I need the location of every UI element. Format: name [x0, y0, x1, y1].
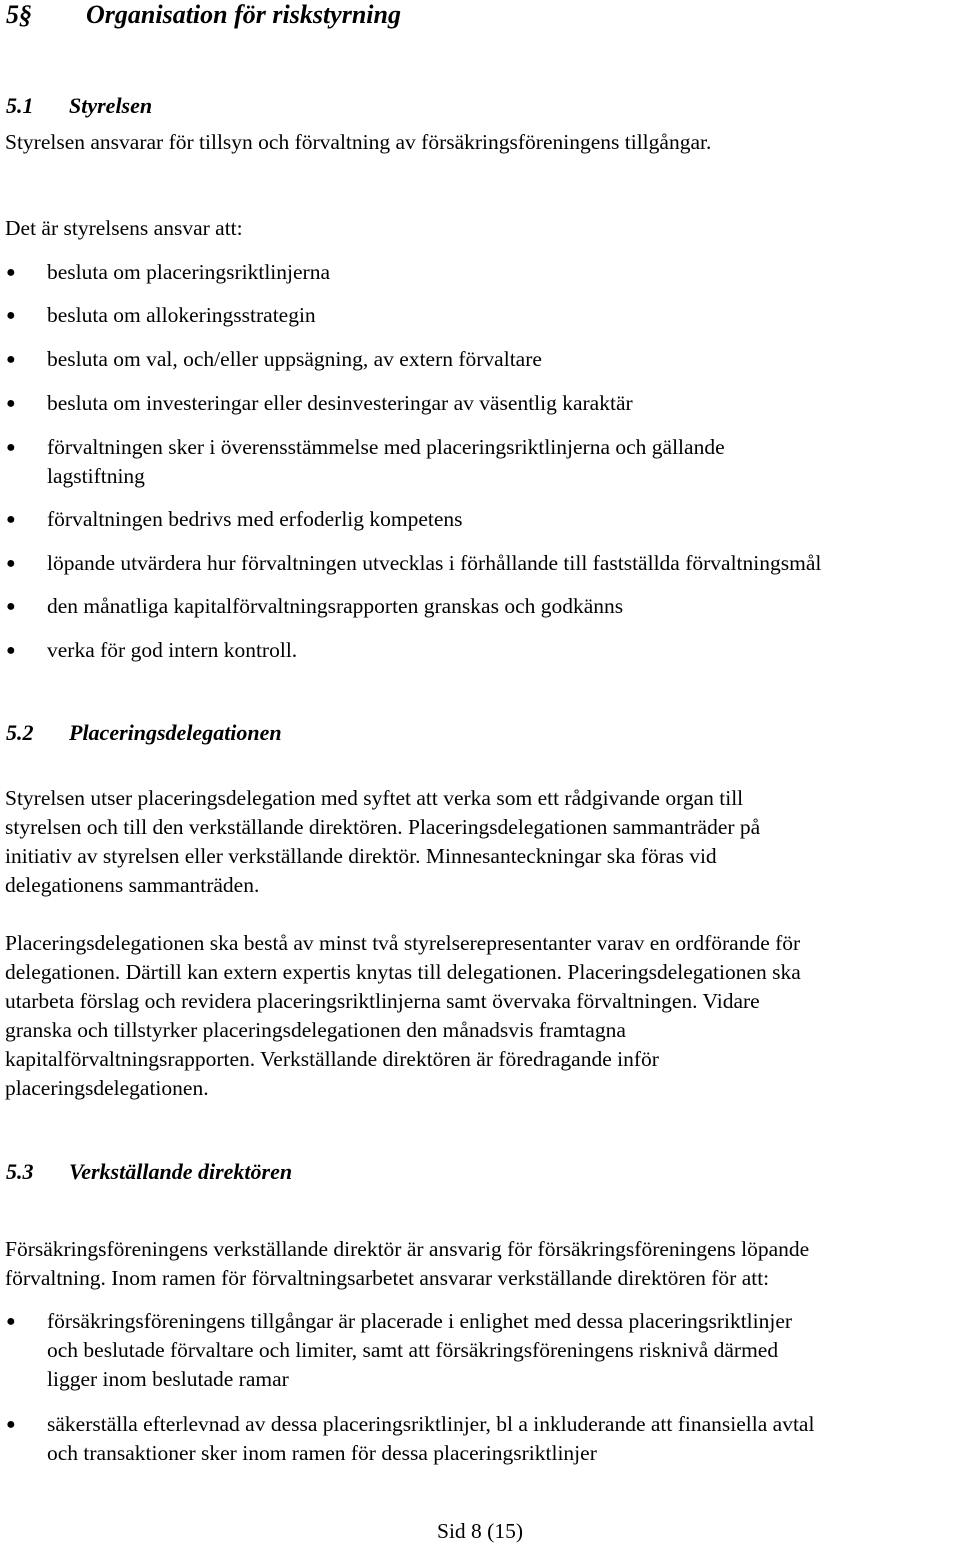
paragraph-line: styrelsen och till den verkställande direktören. Placeringsdelegationen sammanträder på: [5, 815, 761, 839]
section-5-2-heading: [6, 718, 282, 748]
section-number: 5.3: [6, 1159, 34, 1184]
list-item-text: och beslutade förvaltare och limiter, samt att försäkringsföreningens risknivå därmed: [47, 1338, 779, 1362]
section-title: Placeringsdelegationen: [69, 720, 282, 745]
paragraph-line: kapitalförvaltningsrapporten. Verkställande direktören är föredragande inför: [5, 1047, 659, 1071]
bullet-icon: ●: [6, 598, 16, 615]
bullet-icon: ●: [6, 555, 16, 572]
bullet-icon: ●: [6, 395, 16, 412]
list-item-text: verka för god intern kontroll.: [47, 638, 298, 662]
list-item-text: förvaltningen sker i överensstämmelse med placeringsriktlinjerna och gällande: [47, 435, 725, 459]
list-item-text: besluta om val, och/eller uppsägning, av extern förvaltare: [47, 347, 542, 371]
list-item-text: säkerställa efterlevnad av dessa placeringsriktlinjer, bl a inkluderande att finansiella avtal: [47, 1412, 815, 1436]
paragraph-line: granska och tillstyrker placeringsdelegationen den månadsvis framtagna: [5, 1018, 626, 1042]
list-item-text: förvaltningen bedrivs med erfoderlig kompetens: [47, 507, 463, 531]
section-title: Verkställande direktören: [69, 1159, 293, 1184]
paragraph-line: delegationens sammanträden.: [5, 873, 260, 897]
section-5-1-heading: [6, 91, 152, 121]
list-item-text: den månatliga kapitalförvaltningsrapporten granskas och godkänns: [47, 594, 624, 618]
list-item-text: lagstiftning: [47, 464, 145, 488]
list-item-text: löpande utvärdera hur förvaltningen utvecklas i förhållande till fastställda förvaltningsmål: [47, 551, 822, 575]
paragraph-line: Styrelsen utser placeringsdelegation med syftet att verka som ett rådgivande organ till: [5, 786, 744, 810]
paragraph-line: Försäkringsföreningens verkställande direktör är ansvarig för försäkringsföreningens löpande: [5, 1237, 810, 1261]
section-5-3-heading: [6, 1157, 292, 1187]
paragraph-line: förvaltning. Inom ramen för förvaltningsarbetet ansvarar verkställande direktören för att:: [5, 1266, 770, 1290]
paragraph-line: delegationen. Därtill kan extern expertis knytas till delegationen. Placeringsdelegationen ska: [5, 960, 801, 984]
section-number: 5.2: [6, 720, 34, 745]
list-item-text: och transaktioner sker inom ramen för dessa placeringsriktlinjer: [47, 1441, 597, 1465]
section-number: 5§: [6, 0, 32, 29]
bullet-icon: ●: [6, 1416, 16, 1433]
section-number: 5.1: [6, 93, 34, 118]
bullet-icon: ●: [6, 642, 16, 659]
list-item-text: besluta om placeringsriktlinjerna: [47, 260, 330, 284]
bullet-icon: ●: [6, 439, 16, 456]
paragraph: Styrelsen ansvarar för tillsyn och förvaltning av försäkringsföreningens tillgångar.: [5, 130, 712, 154]
bullet-icon: ●: [6, 1313, 16, 1330]
section-title: Styrelsen: [69, 93, 153, 118]
paragraph-line: utarbeta förslag och revidera placeringsriktlinjerna samt övervaka förvaltningen. Vidare: [5, 989, 760, 1013]
list-item-text: ligger inom beslutade ramar: [47, 1367, 289, 1391]
paragraph-line: initiativ av styrelsen eller verkställande direktör. Minnesanteckningar ska föras vid: [5, 844, 717, 868]
paragraph-line: placeringsdelegationen.: [5, 1076, 209, 1100]
bullet-icon: ●: [6, 511, 16, 528]
paragraph: Det är styrelsens ansvar att:: [5, 216, 243, 240]
list-item-text: besluta om allokeringsstrategin: [47, 303, 316, 327]
section-title: Organisation för riskstyrning: [86, 0, 401, 29]
paragraph-line: Placeringsdelegationen ska bestå av minst två styrelserepresentanter varav en ordförande för: [5, 931, 801, 955]
list-item-text: försäkringsföreningens tillgångar är placerade i enlighet med dessa placeringsriktlinjer: [47, 1309, 793, 1333]
bullet-icon: ●: [6, 264, 16, 281]
bullet-icon: ●: [6, 307, 16, 324]
bullet-icon: ●: [6, 351, 16, 368]
list-item-text: besluta om investeringar eller desinvesteringar av väsentlig karaktär: [47, 391, 633, 415]
section-5-heading: [6, 0, 401, 30]
page-number: Sid 8 (15): [437, 1519, 523, 1543]
